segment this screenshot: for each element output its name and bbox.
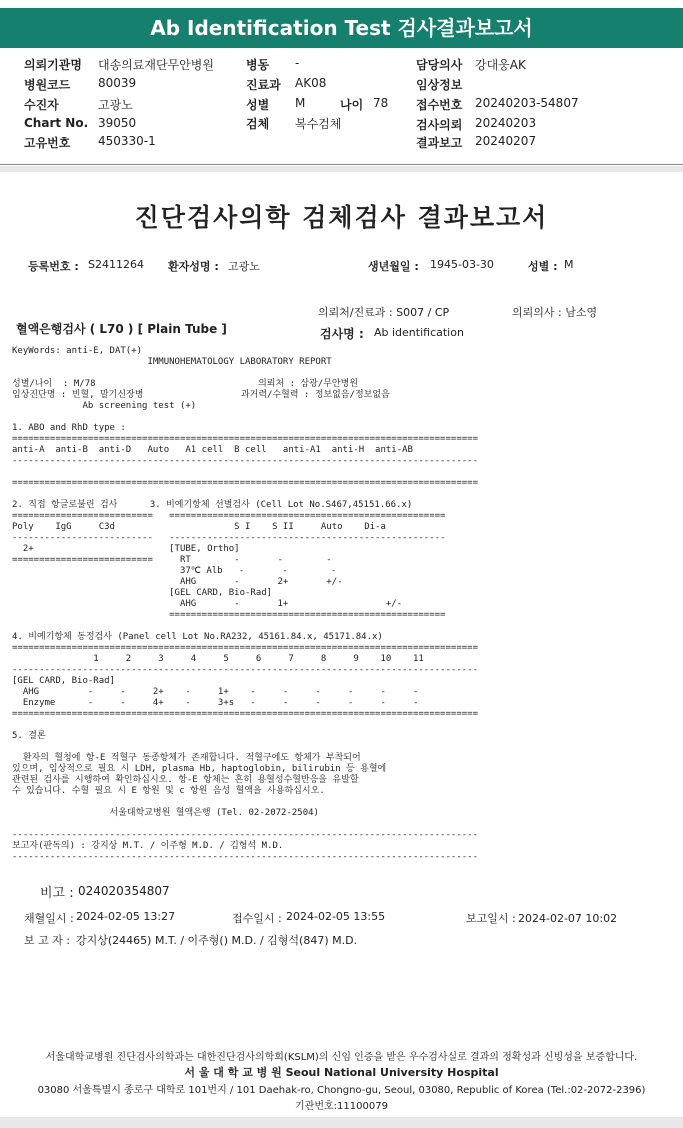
label-clinical: 임상정보	[416, 78, 463, 92]
footer-hospital: 서 울 대 학 교 병 원 Seoul National University Hospital	[184, 1066, 499, 1079]
report-line: anti-A anti-B anti-D Auto A1 cell B cell anti-A1 anti-H anti-AB	[12, 445, 413, 455]
reporter-value: 강지상(24465) M.T. / 이주형() M.D. / 김형석(847) M.D.	[76, 934, 358, 947]
report-line: 5. 결론	[12, 731, 46, 741]
report-line: IMMUNOHEMATOLOGY LABORATORY REPORT	[12, 357, 332, 367]
report-time-label: 보고일시 :	[466, 912, 516, 925]
footer-cert: 서울대학교병원 진단검사의학과는 대한진단검사의학회(KSLM)의 신임 인증을 받은 우수검사실로 결과의 정확성과 신빙성을 보증합니다.	[45, 1052, 638, 1063]
label-report: 결과보고	[416, 136, 463, 150]
report-line: [GEL CARD, Bio-Rad]	[12, 588, 273, 598]
footer-address: 03080 서울특별시 종로구 대학로 101번지 / 101 Daehak-ro, Chongno-gu, Seoul, 03080, Republic of Korea (Tel.:02-2072-2396)	[37, 1085, 646, 1096]
report-line: Poly IgG C3d S I S II Auto Di-a	[12, 522, 386, 532]
report-line	[12, 412, 478, 423]
report-banner-title: Ab Identification Test 검사결과보고서	[0, 8, 683, 48]
report-line	[12, 742, 478, 753]
report-line: Ab screening test (+)	[12, 401, 197, 411]
label-ward: 병동	[246, 58, 270, 72]
report-line	[12, 720, 478, 731]
value-report: 20240207	[475, 134, 537, 148]
report-line: AHG - 2+ +/-	[12, 577, 343, 587]
report-line	[12, 819, 478, 830]
report-line: 있으며, 임상적으로 필요 시 LDH, plasma Hb, haptoglobin, bilirubin 등 용혈에	[12, 764, 387, 774]
test-name-label: 검사명 :	[320, 327, 364, 341]
report-line: --------------------------------------------------------------------------------------	[12, 665, 478, 675]
report-line: ======================================================================================	[12, 643, 478, 653]
report-line: --------------------------------------------------------------------------------------	[12, 852, 478, 862]
report-line: [GEL CARD, Bio-Rad]	[12, 676, 115, 686]
report-line: --------------------------------------------------------------------------------------	[12, 830, 478, 840]
report-line: ======================================================================================	[12, 709, 478, 719]
reporter-label: 보 고 자 :	[24, 934, 71, 947]
value-chart: 39050	[98, 116, 137, 130]
dob-label: 생년월일 :	[368, 260, 419, 273]
collect-label: 채혈일시 :	[24, 912, 74, 925]
collect-value: 2024-02-05 13:27	[76, 910, 176, 923]
report-line: 성별/나이 : M/78 의뢰처 : 삼광/무안병원	[12, 379, 359, 389]
report-line	[12, 797, 478, 808]
report-line: ========================== RT - - -	[12, 555, 332, 565]
header-band	[0, 166, 683, 172]
report-line: --------------------------------------------------------------------------------------	[12, 456, 478, 466]
ref-doctor: 의뢰의사 : 남소영	[512, 306, 598, 319]
report-line	[12, 621, 478, 632]
report-line	[12, 489, 478, 500]
label-specimen: 검체	[246, 117, 270, 131]
value-hospital: 대송의료재단무안병원	[98, 58, 214, 72]
label-chart: Chart No.	[24, 116, 89, 130]
receive-value: 2024-02-05 13:55	[286, 910, 386, 923]
report-title: 진단검사의학 검체검사 결과보고서	[134, 203, 549, 232]
sex-label: 성별 :	[528, 260, 558, 273]
value-age: 78	[373, 96, 389, 110]
sex-value: M	[564, 258, 574, 271]
report-line: 임상진단명 : 빈혈, 말기신장병 과거력/수혈력 : 정보없음/정보없음	[12, 390, 390, 400]
value-ward: -	[295, 56, 300, 70]
name-value: 고광노	[228, 260, 260, 273]
label-hospital: 의뢰기관명	[24, 58, 82, 72]
value-uid: 450330-1	[98, 134, 156, 148]
value-receipt: 20240203-54807	[475, 96, 579, 110]
report-line	[12, 467, 478, 478]
report-line: KeyWords: anti-E, DAT(+)	[12, 346, 143, 356]
ref-dept: 의뢰처/진료과 : S007 / CP	[318, 306, 450, 319]
label-receipt: 접수번호	[416, 98, 463, 112]
value-code: 80039	[98, 76, 137, 90]
value-dept: AK08	[295, 76, 327, 90]
test-name-value: Ab identification	[374, 326, 464, 339]
reg-value: S2411264	[88, 258, 144, 271]
footer-inst-no: 기관번호:11100079	[295, 1101, 388, 1112]
bottom-band	[0, 1117, 683, 1128]
dob-value: 1945-03-30	[430, 258, 494, 271]
label-request: 검사의뢰	[416, 118, 463, 132]
report-line: ======================================================================================	[12, 478, 478, 488]
label-code: 병원코드	[24, 78, 71, 92]
report-time-value: 2024-02-07 10:02	[518, 912, 618, 925]
report-line: -------------------------- ---------------------------------------------------	[12, 533, 446, 543]
lab-report-body	[12, 346, 478, 863]
report-line: 수 있습니다. 수혈 필요 시 E 항원 및 c 항원 음성 혈액을 사용하십시오.	[12, 786, 325, 796]
report-line: 4. 비예기항체 동정검사 (Panel cell Lot No.RA232, 45161.84.x, 45171.84.x)	[12, 632, 383, 642]
label-doctor: 담당의사	[416, 58, 463, 72]
remark-value: 024020354807	[78, 884, 170, 898]
name-label: 환자성명 :	[168, 260, 219, 273]
label-patient: 수진자	[24, 98, 59, 112]
report-line: 환자의 혈청에 항-E 적혈구 동종항체가 존재합니다. 적혈구에도 항체가 부착되어	[12, 753, 361, 763]
report-line: 2. 직접 항글로불린 검사 3. 비예기항체 선별검사 (Cell Lot No.S467,45151.66.x)	[12, 500, 413, 510]
header-divider	[0, 164, 683, 165]
label-sex: 성별	[246, 98, 270, 112]
label-uid: 고유번호	[24, 136, 71, 150]
value-doctor: 강대웅AK	[475, 58, 526, 72]
label-age: 나이	[340, 98, 364, 112]
report-line	[12, 368, 478, 379]
report-line: AHG - - 2+ - 1+ - - - - - -	[12, 687, 419, 697]
report-line: 1. ABO and RhD type :	[12, 423, 126, 433]
report-line: ===================================================	[12, 610, 446, 620]
report-line: 서울대학교병원 혈액은행 (Tel. 02-2072-2504)	[12, 808, 319, 818]
report-line: 1 2 3 4 5 6 7 8 9 10 11	[12, 654, 424, 664]
report-line: 2+ [TUBE, Ortho]	[12, 544, 240, 554]
report-line: 37℃ Alb - - -	[12, 566, 337, 576]
receive-label: 접수일시 :	[232, 912, 282, 925]
report-line: ======================================================================================	[12, 434, 478, 444]
label-dept: 진료과	[246, 78, 281, 92]
value-specimen: 복수검체	[295, 117, 342, 131]
remark-label: 비고 :	[40, 886, 74, 901]
value-request: 20240203	[475, 116, 537, 130]
value-patient: 고광노	[98, 98, 133, 112]
reg-label: 등록번호 :	[28, 260, 79, 273]
test-section: 혈액은행검사 ( L70 ) [ Plain Tube ]	[16, 322, 227, 336]
report-line: 관련된 검사를 시행하여 확인하십시오. 항-E 항체는 흔히 용혈성수혈반응을 유발할	[12, 775, 359, 785]
report-line: 보고자(판독의) : 강지상 M.T. / 이주형 M.D. / 김형석 M.D.	[12, 841, 284, 851]
report-line: Enzyme - - 4+ - 3+s - - - - - -	[12, 698, 419, 708]
report-line: AHG - 1+ +/-	[12, 599, 403, 609]
report-line: ========================== ===================================================	[12, 511, 446, 521]
value-sex: M	[295, 96, 306, 110]
